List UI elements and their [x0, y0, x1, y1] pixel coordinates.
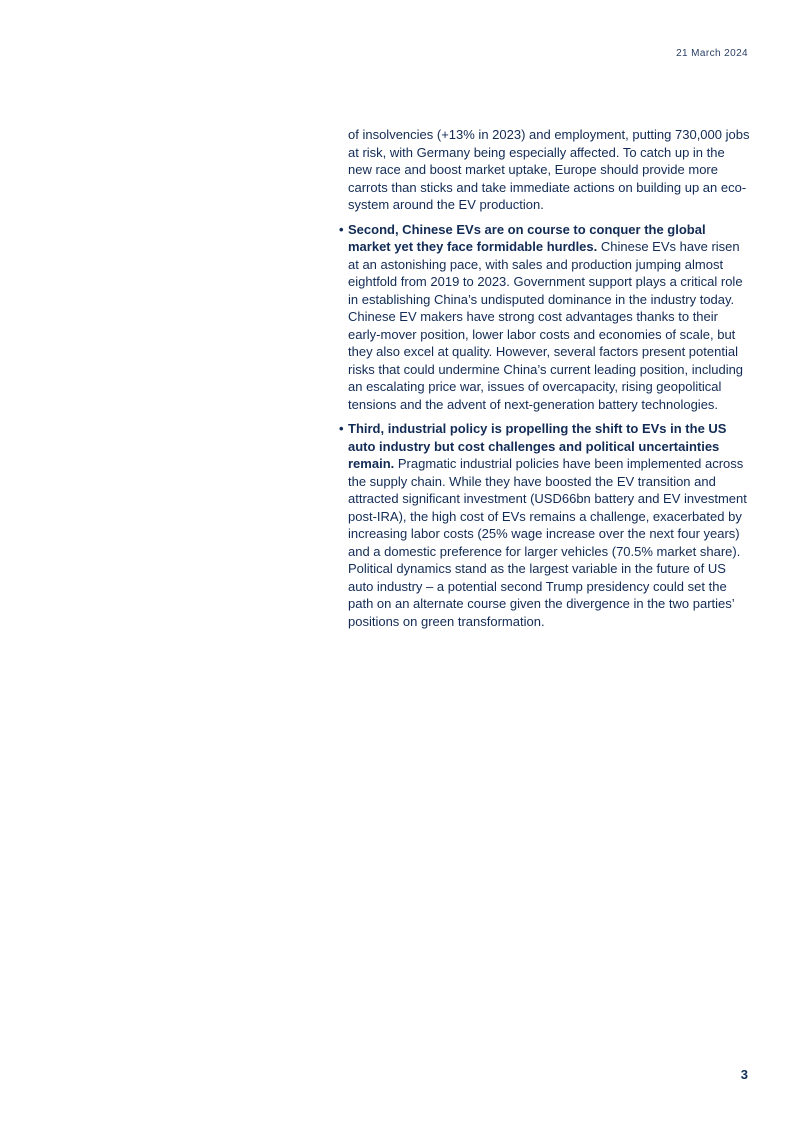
- key-findings-list: [339, 221, 751, 631]
- bullet-text: Chinese EVs have risen at an astonishing pace, with sales and production jumping almost eightfold from 2019 to 2023. Government support plays a critical role in establishing China’s undisputed dominance in the industry today. Chinese EV makers have strong cost advantages thanks to their early-mover position, lower labor costs and economies of scale, but they also excel at quality. However, several factors present potential risks that could undermine China’s current leading position, including an escalating price war, issues of overcapacity, rising geopolitical tensions and the advent of next-generation battery technologies.: [348, 239, 744, 412]
- list-item: [339, 420, 751, 630]
- list-item: [339, 221, 751, 414]
- bullet-lead: Second, Chinese EVs are on course to conquer the global market yet they face formidable hurdles.: [348, 221, 706, 254]
- bullet-text: Pragmatic industrial policies have been implemented across the supply chain. While they have boosted the EV transition and attracted significant investment (USD66bn battery and EV investment post-IRA), the high cost of EVs remains a challenge, exacerbated by increasing labor costs (25% wage increase over the next four years) and a domestic preference for larger vehicles (70.5% market share). Political dynamics stand as the largest variable in the future of US auto industry – a potential second Trump presidency could set the path on an alternate course given the divergence in the two parties’ positions on green transformation.: [348, 456, 747, 629]
- bullet-lead: Third, industrial policy is propelling the shift to EVs in the US auto industry but cost challenges and political uncertainties remain.: [348, 421, 727, 471]
- page-number: 3: [740, 1067, 748, 1082]
- main-text: [339, 126, 751, 630]
- page-date: 21 March 2024: [676, 48, 748, 59]
- bullet-icon: •: [339, 421, 344, 436]
- bullet-icon: •: [339, 221, 344, 237]
- intro-paragraph: of insolvencies (+13% in 2023) and employment, putting 730,000 jobs at risk, with Germany being especially affected. To catch up in the new race and boost market uptake, Europe should provide more carrots than sticks and take immediate actions on building up an eco-system around the EV production.: [348, 127, 750, 212]
